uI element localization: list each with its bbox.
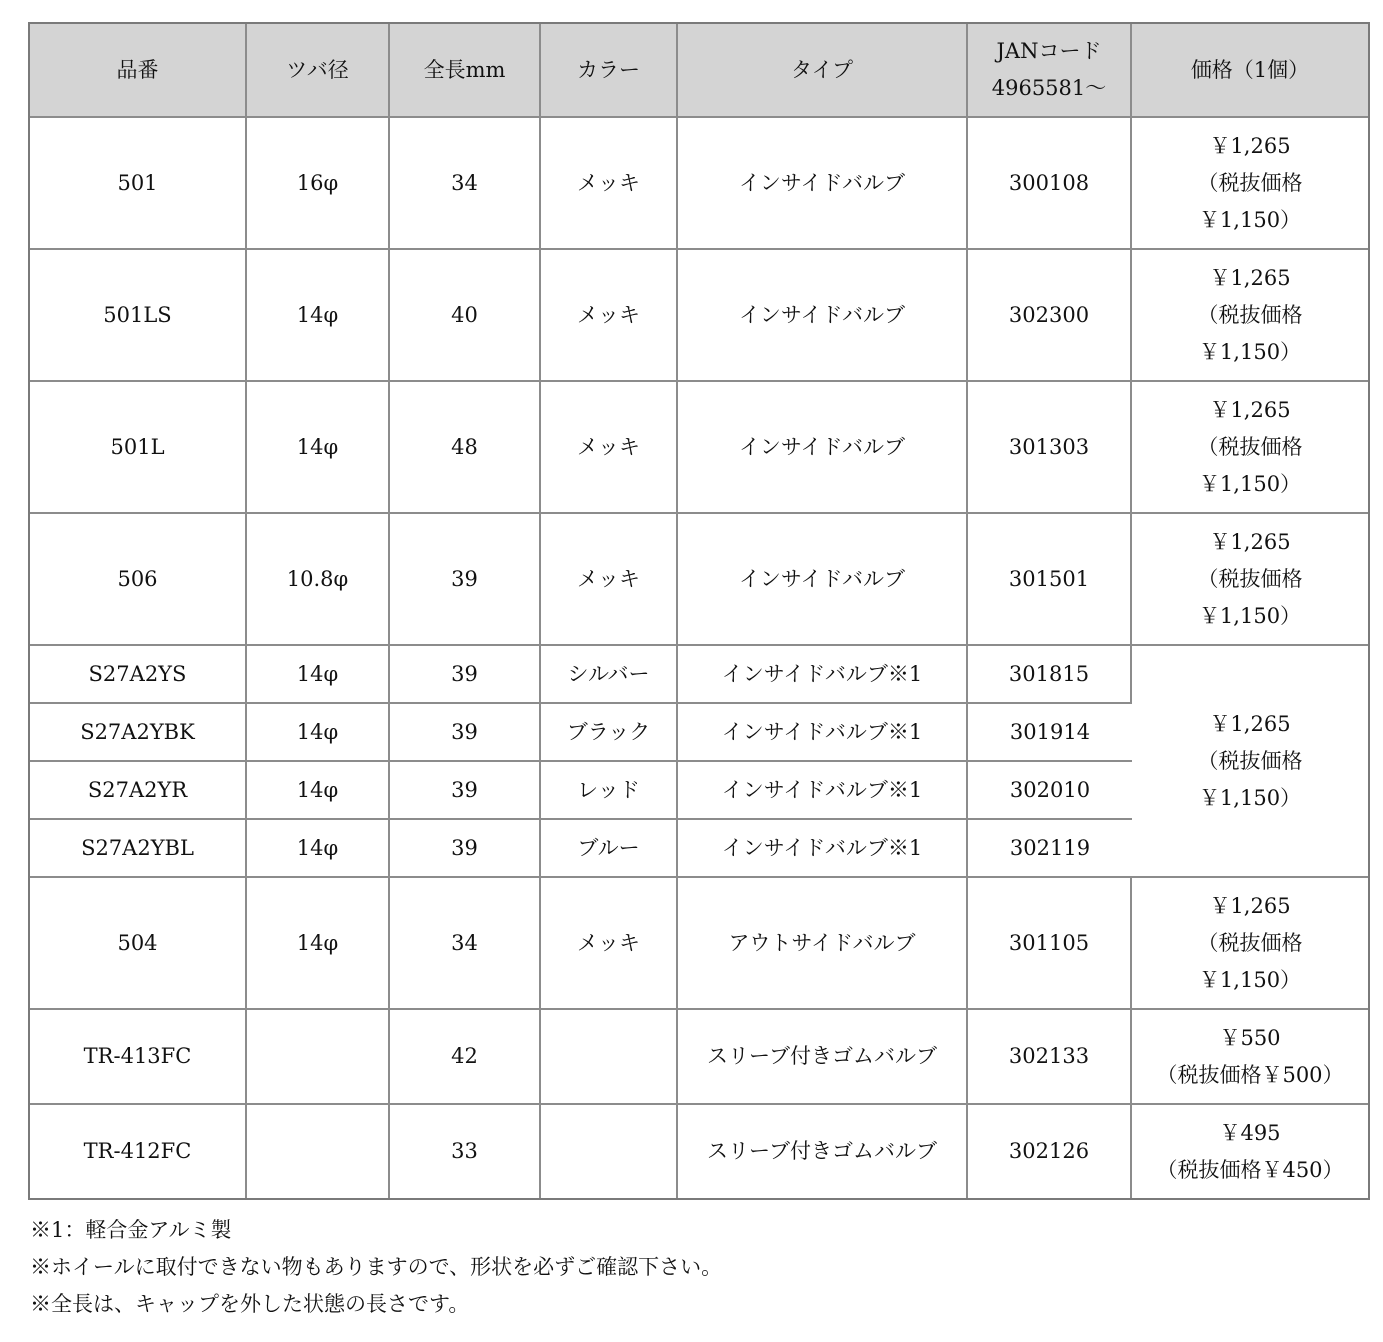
price-tax-incl: ￥1,265	[1209, 397, 1291, 422]
price-tax-excl: （税抜価格￥500）	[1156, 1062, 1344, 1087]
cell-jan: 302119	[968, 820, 1132, 878]
cell-jan: 300108	[968, 118, 1132, 250]
cell-flange	[247, 1105, 390, 1198]
cell-part-number: S27A2YBL	[30, 820, 247, 878]
price-tax-incl: ￥550	[1219, 1025, 1281, 1050]
cell-jan: 302010	[968, 762, 1132, 820]
cell-price	[1132, 514, 1368, 646]
price-tax-excl: ￥1,150）	[1198, 471, 1302, 496]
cell-part-number: TR-412FC	[30, 1105, 247, 1198]
footnotes	[30, 1212, 722, 1323]
cell-flange: 14φ	[247, 762, 390, 820]
cell-type: スリーブ付きゴムバルブ	[678, 1105, 968, 1198]
cell-type: インサイドバルブ	[678, 250, 968, 382]
price-tax-excl-label: （税抜価格	[1197, 566, 1303, 591]
cell-type: インサイドバルブ※1	[678, 762, 968, 820]
cell-price	[1132, 118, 1368, 250]
table-row	[30, 1010, 1368, 1105]
price-tax-excl: ￥1,150）	[1198, 339, 1302, 364]
price-tax-incl: ￥1,265	[1209, 893, 1291, 918]
cell-part-number: 506	[30, 514, 247, 646]
price-tax-incl: ￥1,265	[1209, 133, 1291, 158]
cell-price-merged	[1132, 646, 1368, 878]
cell-color	[541, 1010, 678, 1105]
cell-type: インサイドバルブ	[678, 382, 968, 514]
price-tax-incl: ￥1,265	[1209, 265, 1291, 290]
footnote-alloy: ※1：軽合金アルミ製	[30, 1218, 232, 1242]
header-jan-line1: JANコード	[996, 39, 1102, 63]
price-tax-excl-label: （税抜価格	[1197, 930, 1303, 955]
cell-color: メッキ	[541, 382, 678, 514]
header-color: カラー	[541, 24, 678, 118]
cell-type: インサイドバルブ	[678, 514, 968, 646]
cell-jan: 301815	[968, 646, 1132, 704]
header-type: タイプ	[678, 24, 968, 118]
price-tax-excl-label: （税抜価格	[1197, 302, 1303, 327]
cell-part-number: 501L	[30, 382, 247, 514]
cell-jan: 302126	[968, 1105, 1132, 1198]
price-tax-incl: ￥1,265	[1209, 529, 1291, 554]
cell-length: 48	[390, 382, 541, 514]
table-row	[30, 878, 1368, 1010]
cell-color: メッキ	[541, 514, 678, 646]
cell-price	[1132, 878, 1368, 1010]
table-row	[30, 514, 1368, 646]
header-jan-code	[968, 24, 1132, 118]
cell-color: ブルー	[541, 820, 678, 878]
cell-length: 39	[390, 762, 541, 820]
cell-flange: 14φ	[247, 646, 390, 704]
cell-flange: 14φ	[247, 704, 390, 762]
cell-jan: 301303	[968, 382, 1132, 514]
cell-flange: 14φ	[247, 382, 390, 514]
cell-color	[541, 1105, 678, 1198]
cell-jan: 301105	[968, 878, 1132, 1010]
cell-color: メッキ	[541, 878, 678, 1010]
price-tax-excl: （税抜価格￥450）	[1156, 1157, 1344, 1182]
cell-price	[1132, 250, 1368, 382]
price-tax-excl-label: （税抜価格	[1197, 434, 1303, 459]
cell-length: 39	[390, 820, 541, 878]
cell-flange: 14φ	[247, 878, 390, 1010]
header-row	[30, 24, 1368, 118]
price-tax-incl: ￥495	[1219, 1120, 1281, 1145]
cell-color: メッキ	[541, 118, 678, 250]
cell-type: インサイドバルブ※1	[678, 820, 968, 878]
cell-type: スリーブ付きゴムバルブ	[678, 1010, 968, 1105]
cell-jan: 301501	[968, 514, 1132, 646]
price-tax-excl: ￥1,150）	[1198, 785, 1302, 810]
price-tax-excl: ￥1,150）	[1198, 207, 1302, 232]
cell-part-number: 501LS	[30, 250, 247, 382]
cell-length: 39	[390, 646, 541, 704]
cell-jan: 301914	[968, 704, 1132, 762]
cell-part-number: 501	[30, 118, 247, 250]
cell-length: 33	[390, 1105, 541, 1198]
cell-jan: 302300	[968, 250, 1132, 382]
cell-part-number: 504	[30, 878, 247, 1010]
cell-flange: 14φ	[247, 820, 390, 878]
cell-part-number: S27A2YS	[30, 646, 247, 704]
cell-flange: 14φ	[247, 250, 390, 382]
price-tax-excl-label: （税抜価格	[1197, 748, 1303, 773]
cell-type: アウトサイドバルブ	[678, 878, 968, 1010]
cell-length: 40	[390, 250, 541, 382]
cell-part-number: TR-413FC	[30, 1010, 247, 1105]
cell-length: 34	[390, 118, 541, 250]
table-row	[30, 250, 1368, 382]
cell-price	[1132, 382, 1368, 514]
price-tax-excl-label: （税抜価格	[1197, 170, 1303, 195]
cell-flange: 16φ	[247, 118, 390, 250]
cell-color: ブラック	[541, 704, 678, 762]
cell-color: レッド	[541, 762, 678, 820]
price-tax-excl: ￥1,150）	[1198, 967, 1302, 992]
cell-price	[1132, 1010, 1368, 1105]
cell-length: 42	[390, 1010, 541, 1105]
cell-type: インサイドバルブ	[678, 118, 968, 250]
cell-length: 39	[390, 704, 541, 762]
cell-flange: 10.8φ	[247, 514, 390, 646]
header-part-number: 品番	[30, 24, 247, 118]
cell-color: シルバー	[541, 646, 678, 704]
table-row	[30, 646, 1368, 704]
valve-spec-table	[28, 22, 1370, 1200]
footnote-wheel-fit: ※ホイールに取付できない物もありますので、形状を必ずご確認下さい。	[30, 1255, 723, 1279]
table-row	[30, 1105, 1368, 1198]
cell-part-number: S27A2YR	[30, 762, 247, 820]
header-jan-line2: 4965581〜	[991, 76, 1107, 100]
cell-type: インサイドバルブ※1	[678, 646, 968, 704]
footnote-length: ※全長は、キャップを外した状態の長さです。	[30, 1292, 470, 1316]
price-tax-incl: ￥1,265	[1209, 711, 1291, 736]
cell-jan: 302133	[968, 1010, 1132, 1105]
header-length: 全長mm	[390, 24, 541, 118]
cell-length: 34	[390, 878, 541, 1010]
table-row	[30, 382, 1368, 514]
table-row	[30, 118, 1368, 250]
cell-length: 39	[390, 514, 541, 646]
header-price: 価格（1個）	[1132, 24, 1368, 118]
cell-price	[1132, 1105, 1368, 1198]
cell-type: インサイドバルブ※1	[678, 704, 968, 762]
cell-color: メッキ	[541, 250, 678, 382]
cell-flange	[247, 1010, 390, 1105]
cell-part-number: S27A2YBK	[30, 704, 247, 762]
header-flange-diameter: ツバ径	[247, 24, 390, 118]
price-tax-excl: ￥1,150）	[1198, 603, 1302, 628]
